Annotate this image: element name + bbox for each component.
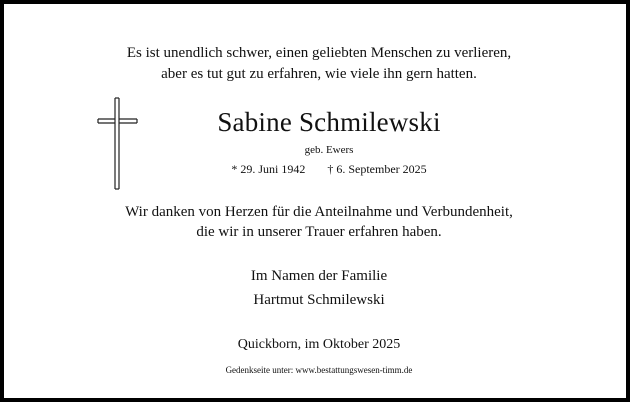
intro-line-1: Es ist unendlich schwer, einen geliebten Menschen zu verlieren, [126, 45, 512, 61]
thanks-line-2: die wir in unserer Trauer erfahren haben. [196, 224, 442, 240]
maiden-name: geb. Ewers [304, 144, 354, 156]
family-signature: Hartmut Schmilewski [253, 292, 385, 308]
deceased-name: Sabine Schmilewski [217, 107, 441, 137]
place-date: Quickborn, im Oktober 2025 [237, 337, 401, 352]
memorial-website: Gedenkseite unter: www.bestattungswesen-timm.de [225, 365, 413, 375]
life-dates [14, 162, 630, 177]
death-date: † 6. September 2025 [327, 162, 427, 176]
birth-date: * 29. Juni 1942 [231, 162, 306, 176]
intro-line-2: aber es tut gut zu erfahren, wie viele ihn gern hatten. [161, 66, 477, 82]
thanks-line-1: Wir danken von Herzen für die Anteilnahme und Verbundenheit, [125, 204, 513, 220]
family-line-1: Im Namen der Familie [250, 268, 388, 284]
